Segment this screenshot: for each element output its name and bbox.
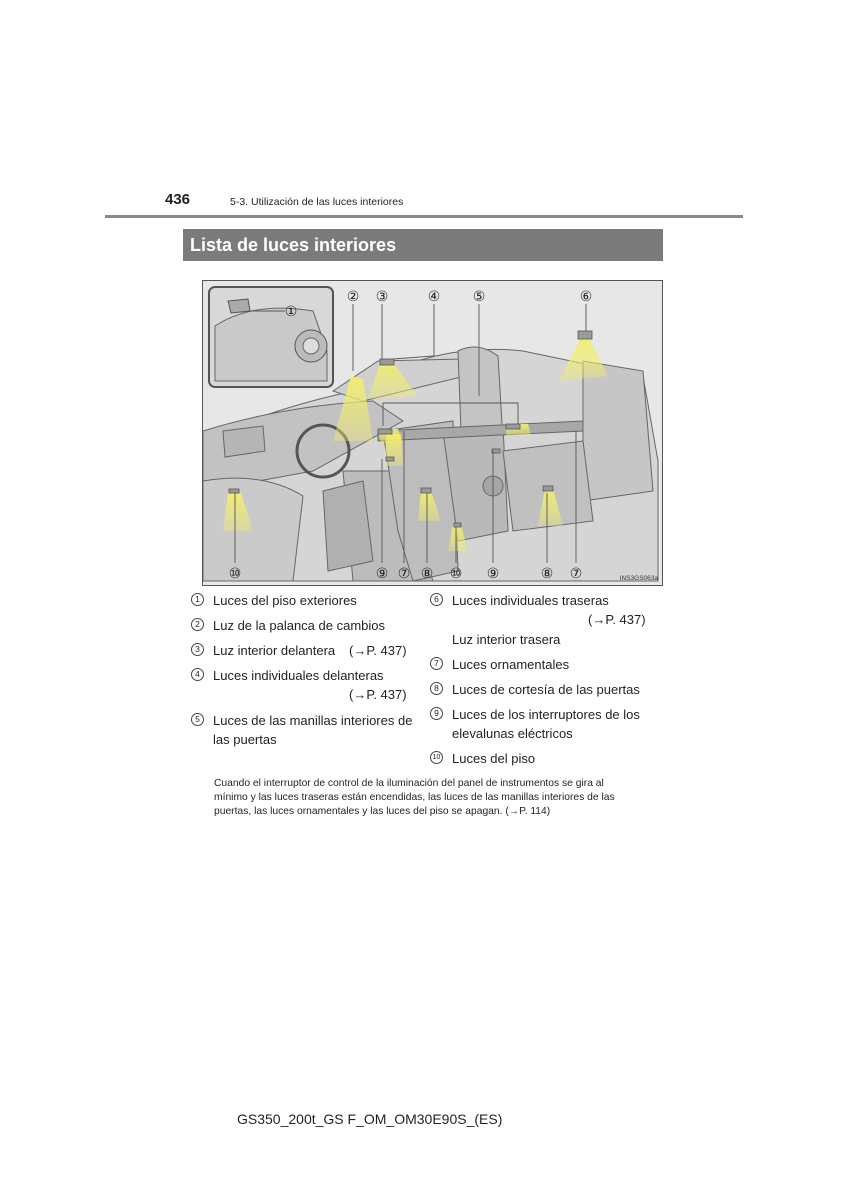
page-reference: (→P. 437) [588,612,646,627]
legend-number: 3 [191,643,204,656]
callout-3: ③ [375,289,389,305]
callout-7-right: ⑦ [569,566,583,582]
figure-id: INS3GS063a [619,575,658,582]
note-line: puertas, las luces ornamentales y las luces del piso se apagan. (→P. 114) [214,806,551,817]
header-divider [105,215,743,218]
legend-text: Luz interior delantera [213,643,336,658]
legend-text-continued: elevalunas eléctricos [452,726,573,741]
callout-10-left: ⑩ [228,566,242,582]
callout-4: ④ [427,289,441,305]
legend-number: 6 [430,593,443,606]
callout-1: ① [284,304,298,320]
legend-number: 5 [191,713,204,726]
legend-text: Luces individuales delanteras [213,668,384,683]
callout-8-right: ⑧ [540,566,554,582]
legend-number: 7 [430,657,443,670]
callout-9-left: ⑨ [375,566,389,582]
inset-door-image [209,287,333,387]
section-title: 5-3. Utilización de las luces interiores [230,196,404,208]
legend-number: 2 [191,618,204,631]
legend-text: Luces individuales traseras [452,593,609,608]
legend-number: 4 [191,668,204,681]
legend-text: Luces de las manillas interiores de [213,713,413,728]
legend-text: Luces de cortesía de las puertas [452,682,640,697]
callout-6: ⑥ [579,289,593,305]
legend-text-extra: Luz interior trasera [452,632,561,647]
interior-lights-illustration [202,280,663,586]
callout-7-left: ⑦ [397,566,411,582]
legend-text-continued: las puertas [213,732,277,747]
callout-9-right: ⑨ [486,566,500,582]
callout-5: ⑤ [472,289,486,305]
legend-text: Luces ornamentales [452,657,570,672]
callout-8-left: ⑧ [420,566,434,582]
document-code: GS350_200t_GS F_OM_OM30E90S_(ES) [237,1111,503,1127]
legend-text: Luz de la palanca de cambios [213,618,386,633]
page-number: 436 [165,191,191,208]
legend-text: Luces del piso [452,751,536,766]
note-line: Cuando el interruptor de control de la iluminación del panel de instrumentos se gira al [214,778,604,789]
note-paragraph [214,777,659,819]
callout-2: ② [346,289,360,305]
legend-text: Luces del piso exteriores [213,593,357,608]
page-reference: (→P. 437) [349,687,407,702]
legend-number: 1 [191,593,204,606]
legend-number: 8 [430,682,443,695]
callout-10-mid: ⑩ [449,566,463,582]
page-reference: (→P. 437) [349,643,407,658]
legend-number: 10 [430,751,443,764]
page-title: Lista de luces interiores [183,229,663,261]
legend-text: Luces de los interruptores de los [452,707,640,722]
legend-number: 9 [430,707,443,720]
note-line: mínimo y las luces traseras están encendidas, las luces de las manillas interiores de las [214,792,615,803]
